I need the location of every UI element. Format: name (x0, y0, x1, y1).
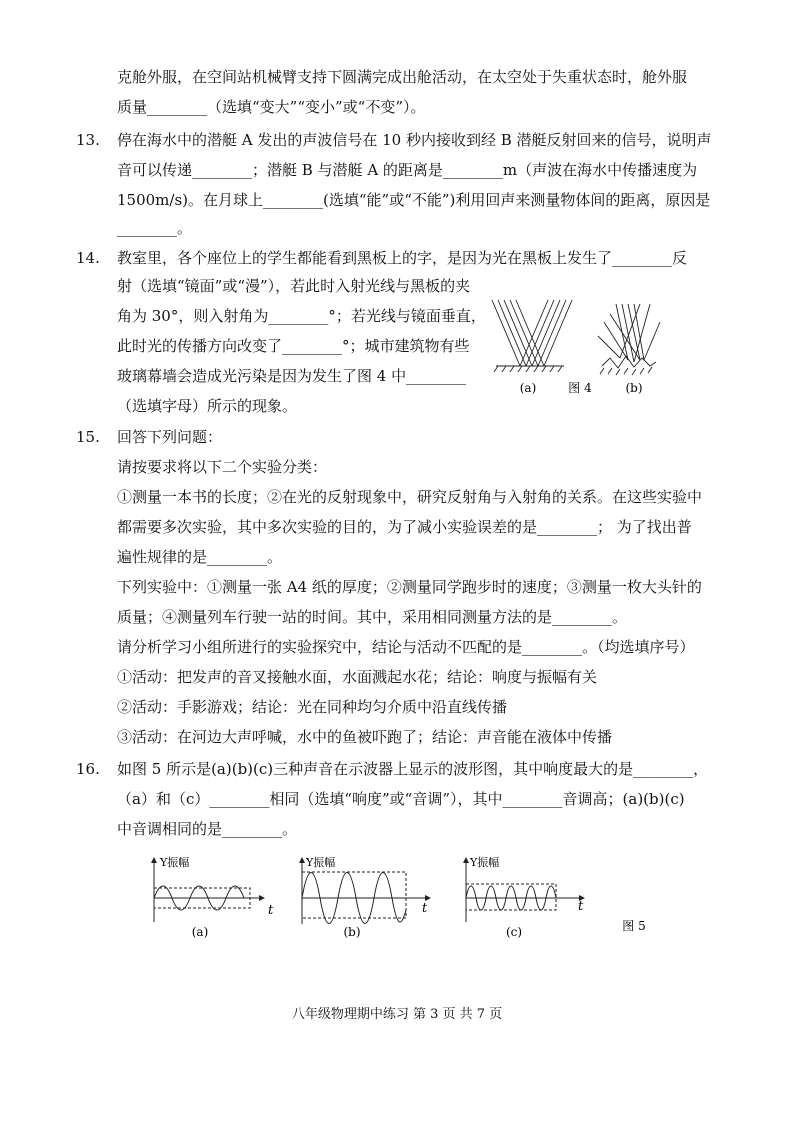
text-line: 停在海水中的潜艇 A 发出的声波信号在 10 秒内接收到经 B 潜艇反射回来的信号，说明声 (117, 131, 712, 149)
figure-5 (140, 852, 660, 942)
text-line: 角为 30°，则入射角为________°；若光线与镜面垂直， (117, 307, 486, 325)
question-number-16: 16. (76, 760, 100, 778)
figure-4 (490, 292, 670, 404)
text-line: 中音调相同的是________。 (117, 820, 298, 838)
text-line: 请按要求将以下二个实验分类： (117, 458, 328, 476)
figure-4-caption: 图 4 (568, 381, 592, 395)
waveform-a-label: (a) (191, 925, 209, 939)
text-line: ________。 (117, 219, 193, 237)
waveform-c-label: (c) (505, 925, 523, 939)
figure-4b-diffuse (598, 304, 660, 375)
text-line: 请分析学习小组所进行的实验探究中，结论与活动不匹配的是________。（均选填序号） (117, 638, 695, 656)
text-line: 1500m/s)。在月球上________(选填“能”或“不能”)利用回声来测量物体间的距离，原因是 (117, 191, 711, 209)
text-line: 下列实验中：①测量一张 A4 纸的厚度；②测量同学跑步时的速度；③测量一枚大头针的 (117, 578, 702, 596)
waveform-b-t-label: t (422, 901, 428, 916)
text-line: 回答下列问题： (117, 428, 223, 446)
figure-4a-specular (492, 300, 572, 372)
text-line: 玻璃幕墙会造成光污染是因为发生了图 4 中________ (117, 367, 467, 385)
text-line: ②活动：手影游戏；结论：光在同种均匀介质中沿直线传播 (117, 698, 508, 716)
waveform-b-label: (b) (343, 925, 361, 939)
text-line: 射（选填“镜面”或“漫”），若此时入射光线与黑板的夹 (117, 277, 471, 295)
figure-4b-label: (b) (625, 381, 643, 395)
text-line: 如图 5 所示是(a)(b)(c)三种声音在示波器上显示的波形图，其中响度最大的是________， (117, 760, 709, 778)
waveform-c-t-label: t (578, 899, 584, 914)
waveform-a-t-label: t (268, 903, 274, 918)
text-line: （a）和（c）________相同（选填“响度”或“音调”），其中________音调高；(a)(b)(c) (117, 790, 685, 808)
page-footer: 八年级物理期中练习 第 3 页 共 7 页 (291, 1007, 503, 1022)
text-line: （选填字母）所示的现象。 (117, 397, 298, 415)
figure-5-caption: 图 5 (622, 919, 646, 933)
text-line: ①测量一本书的长度；②在光的反射现象中，研究反射角与入射角的关系。在这些实验中 (117, 488, 703, 506)
text-line: 质量；④测量列车行驶一站的时间。其中，采用相同测量方法的是________。 (117, 608, 628, 626)
text-line: 克舱外服，在空间站机械臂支持下圆满完成出舱活动，在太空处于失重状态时，舱外服 (117, 68, 688, 86)
text-line: 质量________（选填“变大”“变小”或“不变”）。 (117, 98, 426, 116)
text-line: 教室里，各个座位上的学生都能看到黑板上的字，是因为光在黑板上发生了________反 (117, 249, 688, 267)
question-number-13: 13. (76, 131, 100, 149)
text-line: 此时光的传播方向改变了________°；城市建筑物有些 (117, 337, 470, 355)
waveform-c-y-label: Y振幅 (470, 856, 500, 869)
question-number-14: 14. (76, 249, 100, 267)
text-line: 音可以传递________；潜艇 B 与潜艇 A 的距离是________m（声波在海水中传播速度为 (117, 161, 698, 179)
figure-4a-label: (a) (519, 381, 537, 395)
text-line: 遍性规律的是________。 (117, 548, 283, 566)
text-line: ③活动：在河边大声呼喊，水中的鱼被吓跑了；结论：声音能在液体中传播 (117, 728, 613, 746)
question-number-15: 15. (76, 428, 100, 446)
waveform-b-y-label: Y振幅 (306, 856, 336, 869)
waveform-a-y-label: Y振幅 (160, 856, 190, 869)
text-line: 都需要多次实验，其中多次实验的目的，为了减小实验误差的是________； 为了找出普 (117, 518, 692, 536)
text-line: ①活动：把发声的音叉接触水面，水面溅起水花；结论：响度与振幅有关 (117, 668, 598, 686)
